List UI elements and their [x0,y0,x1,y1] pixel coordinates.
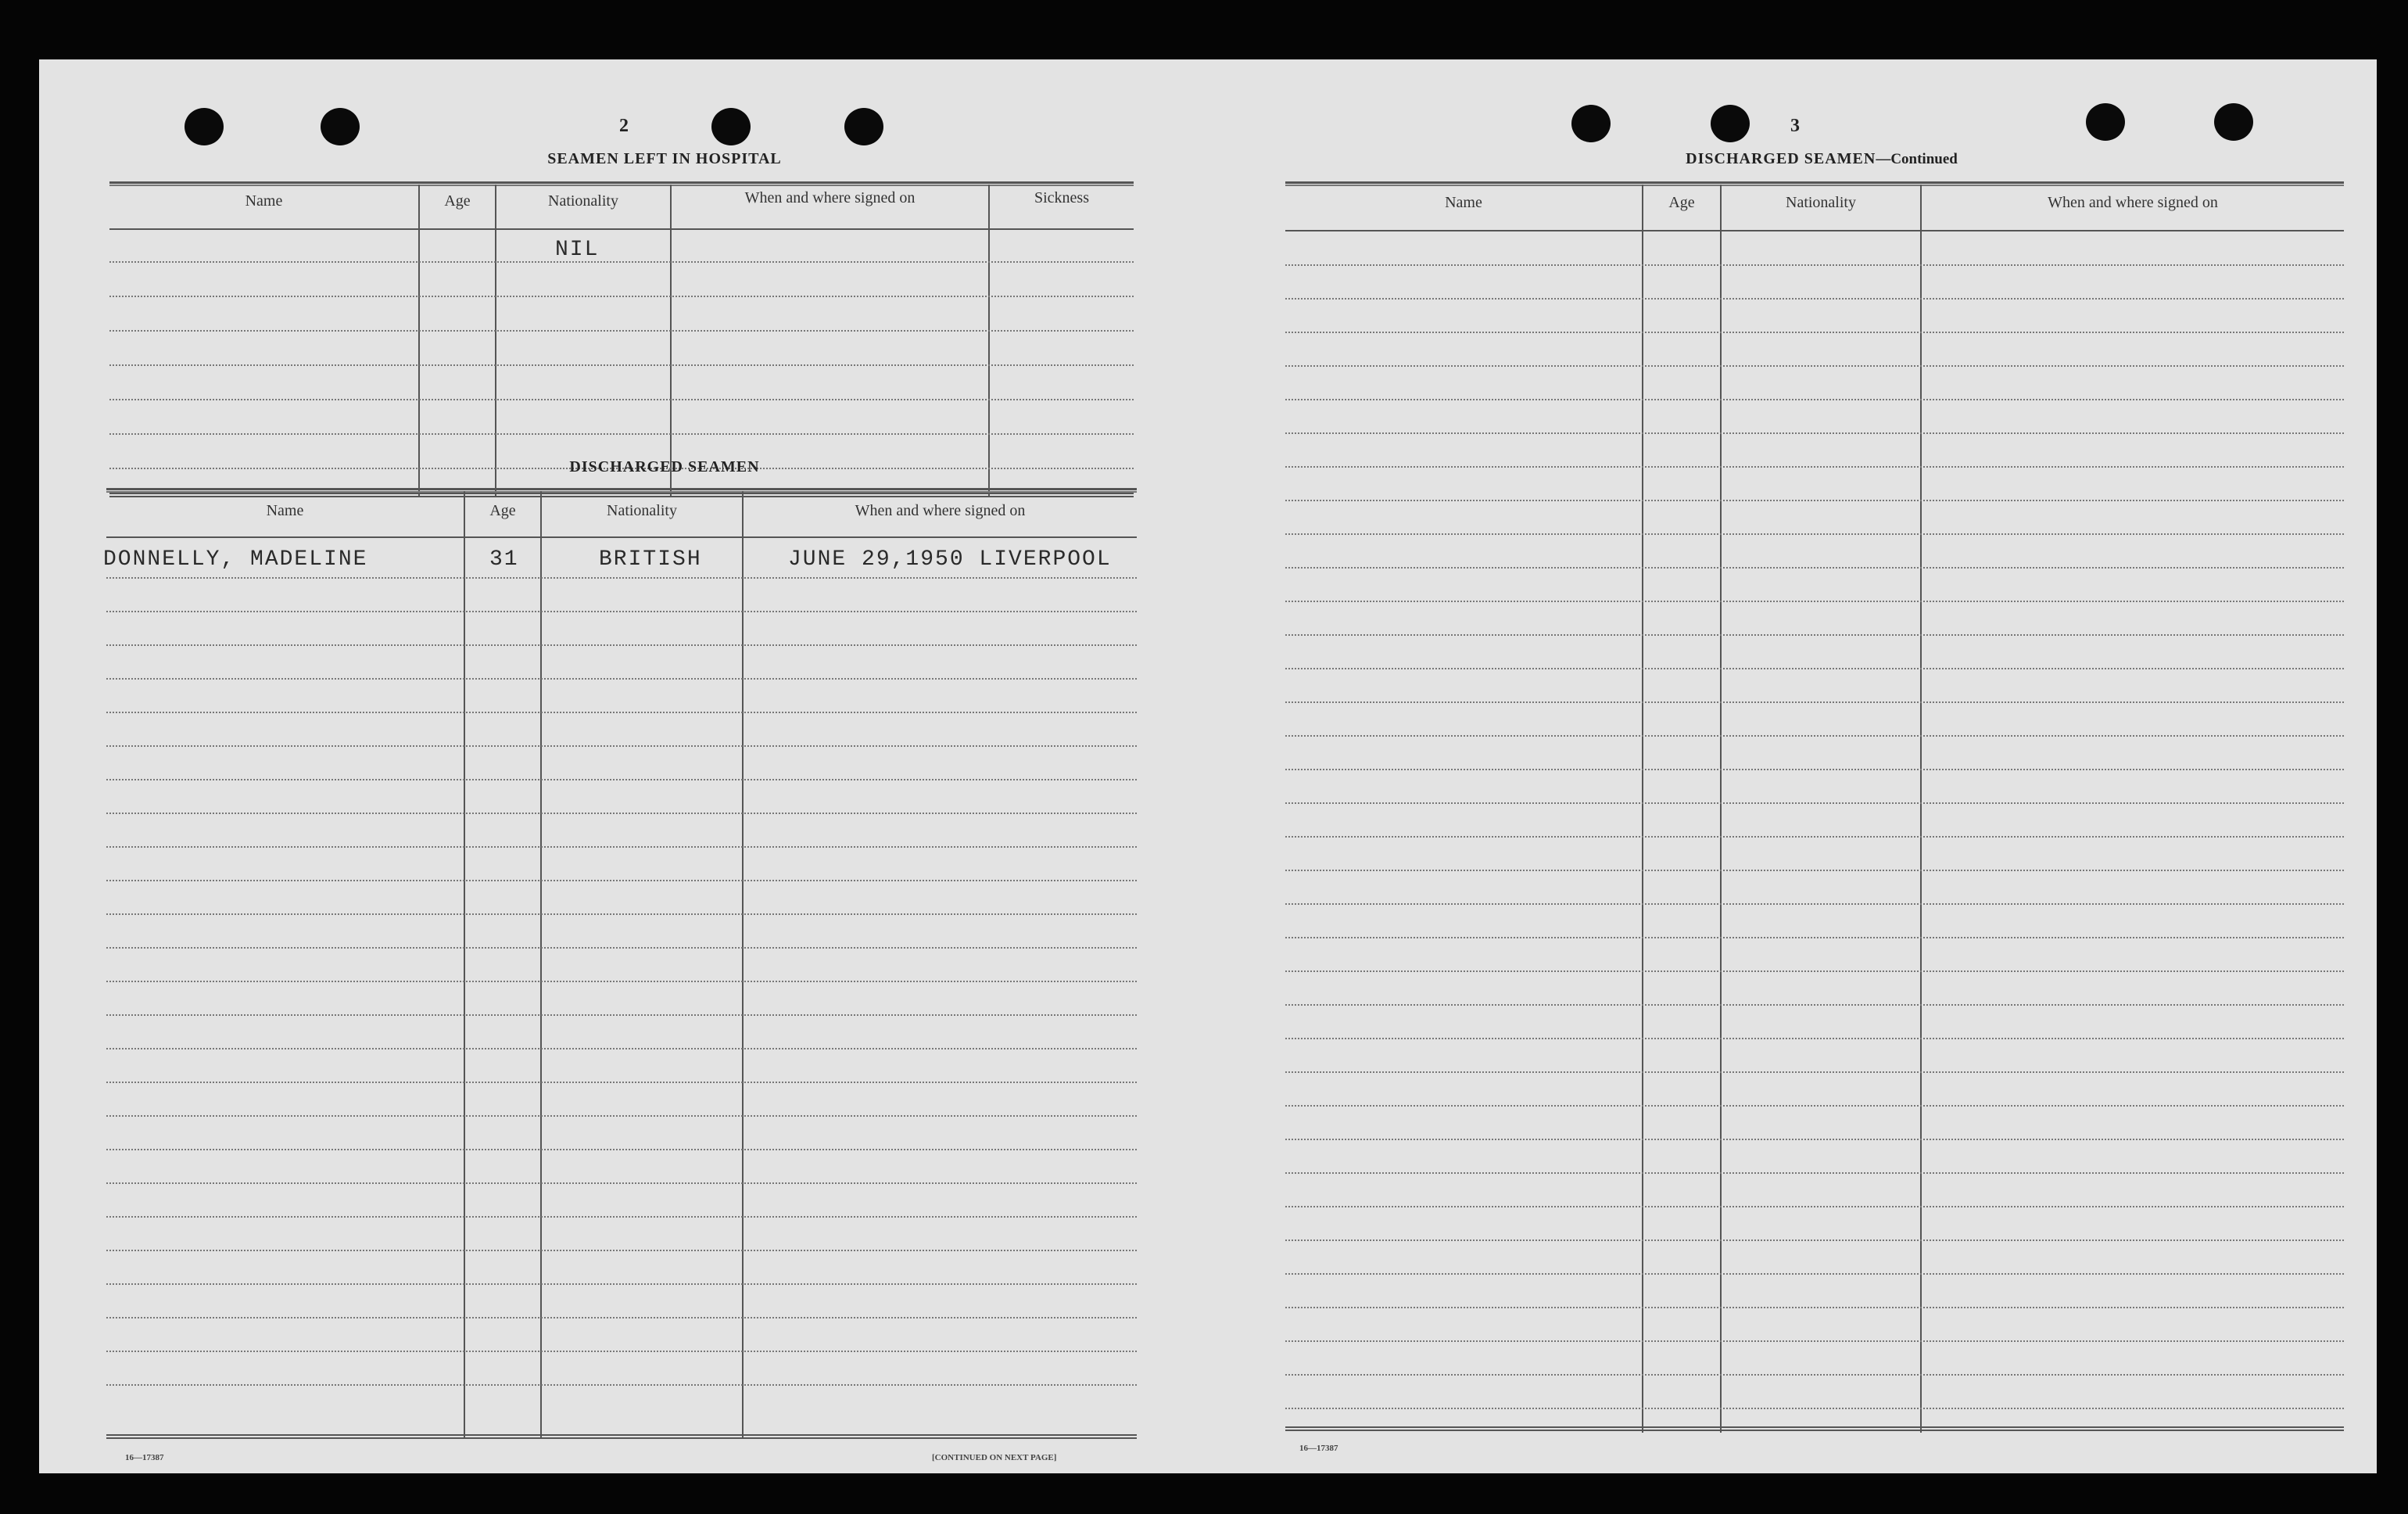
col-header-name: Name [1445,194,1482,211]
col-header-signed-on: When and where signed on [855,502,1026,519]
col-header-signed-on: When and where signed on [744,189,916,206]
discharged-continued-table [1285,181,2344,1433]
col-header-nationality: Nationality [1786,194,1856,211]
punch-hole [185,108,224,145]
discharged-continued-title [1571,150,2072,168]
seaman-signed-on: JUNE 29,1950 LIVERPOOL [788,547,1112,572]
seaman-name: DONNELLY, MADELINE [103,547,368,572]
title-suffix: —Continued [1876,151,1958,167]
page-number-left: 2 [619,116,629,136]
col-header-age: Age [1668,194,1695,211]
seaman-nationality: BRITISH [599,547,702,572]
punch-hole [321,108,360,145]
col-header-sickness: Sickness [1034,189,1089,206]
document-sheet [39,59,2377,1473]
col-header-age: Age [489,502,516,519]
seaman-age: 31 [489,547,519,572]
hospital-table [109,181,1134,502]
form-number-left: 16—17387 [125,1453,164,1462]
col-header-age: Age [444,192,471,210]
hospital-section-title: SEAMEN LEFT IN HOSPITAL [547,150,782,167]
hospital-nationality-entry: NIL [555,238,600,262]
punch-hole [844,108,883,145]
col-header-nationality: Nationality [548,192,618,210]
continued-note: [CONTINUED ON NEXT PAGE] [932,1453,1057,1462]
col-header-signed-on: When and where signed on [2048,194,2218,211]
punch-hole [2086,103,2125,141]
col-header-nationality: Nationality [607,502,677,519]
punch-hole [1571,105,1611,142]
discharged-table [103,488,1137,1442]
form-number-right: 16—17387 [1299,1444,1338,1453]
punch-hole [1711,105,1750,142]
page-number-right: 3 [1790,116,1800,136]
discharged-section-title: DISCHARGED SEAMEN [569,458,760,475]
col-header-name: Name [245,192,283,210]
punch-hole [711,108,751,145]
title-main: DISCHARGED SEAMEN [1686,150,1876,167]
punch-hole [2214,103,2253,141]
col-header-name: Name [266,502,304,519]
